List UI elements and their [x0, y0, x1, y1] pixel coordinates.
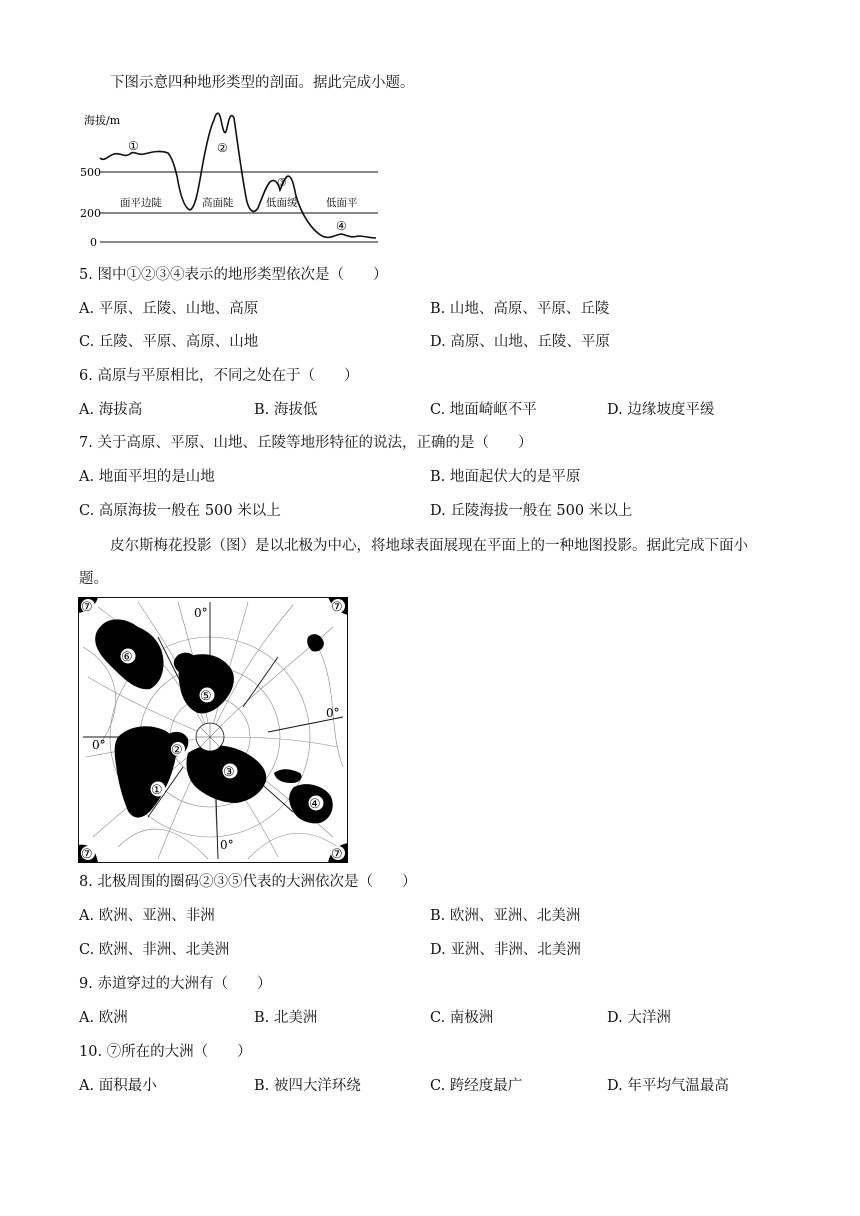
profile-zone-3: 低面缓 [266, 197, 298, 209]
q7-option-c[interactable]: C. 高原海拔一般在 500 米以上 [79, 503, 281, 519]
q6-option-a[interactable]: A. 海拔高 [79, 402, 143, 418]
q9-stem: 9. 赤道穿过的大洲有（ ） [79, 976, 272, 992]
map-label-7-top-right: ⑦ [331, 600, 343, 615]
profile-tick-200: 200 [80, 207, 101, 220]
q10-option-b[interactable]: B. 被四大洋环绕 [254, 1078, 361, 1094]
profile-marker-1: ① [128, 139, 139, 153]
map-label-7-bottom-right: ⑦ [331, 847, 343, 862]
profile-tick-0: 0 [90, 236, 97, 249]
profile-marker-3: ③ [277, 176, 287, 189]
q8-option-c[interactable]: C. 欧洲、非洲、北美洲 [79, 942, 230, 958]
profile-curve [100, 113, 376, 238]
map-label-3: ③ [223, 765, 235, 780]
q8-stem: 8. 北极周围的圈码②③⑤代表的大洲依次是（ ） [79, 874, 417, 890]
q5-option-c[interactable]: C. 丘陵、平原、高原、山地 [79, 334, 259, 350]
q7-stem: 7. 关于高原、平原、山地、丘陵等地形特征的说法，正确的是（ ） [79, 435, 533, 451]
q9-option-c[interactable]: C. 南极洲 [430, 1010, 494, 1026]
profile-ylabel: 海拔/m [84, 114, 121, 127]
q6-option-c[interactable]: C. 地面崎岖不平 [430, 402, 537, 418]
q8-option-b[interactable]: B. 欧洲、亚洲、北美洲 [430, 908, 581, 924]
profile-zone-1: 面平边陡 [120, 197, 162, 209]
q5-option-b[interactable]: B. 山地、高原、平原、丘陵 [430, 301, 610, 317]
q7-option-a[interactable]: A. 地面平坦的是山地 [79, 469, 215, 485]
q7-option-d[interactable]: D. 丘陵海拔一般在 500 米以上 [430, 503, 633, 519]
intro-text-2-line-1: 皮尔斯梅花投影（图）是以北极为中心，将地球表面展现在平面上的一种地图投影。据此完成下面小 [110, 538, 748, 554]
map-zero-meridian-right: 0° [326, 706, 340, 720]
terrain-profile-figure [80, 106, 390, 251]
butterfly-projection-map [78, 597, 348, 863]
q8-option-d[interactable]: D. 亚洲、非洲、北美洲 [430, 942, 581, 958]
map-label-6: ⑥ [121, 650, 133, 665]
q5-option-a[interactable]: A. 平原、丘陵、山地、高原 [79, 301, 259, 317]
map-label-2: ② [171, 743, 183, 758]
q9-option-a[interactable]: A. 欧洲 [79, 1010, 128, 1026]
q6-option-d[interactable]: D. 边缘坡度平缓 [607, 402, 715, 418]
profile-marker-4: ④ [336, 219, 347, 233]
profile-tick-500: 500 [80, 166, 101, 179]
profile-marker-2: ② [217, 141, 228, 155]
map-label-5: ⑤ [200, 689, 212, 704]
q9-option-b[interactable]: B. 北美洲 [254, 1010, 318, 1026]
map-zero-meridian-bottom: 0° [220, 838, 234, 852]
map-label-4: ④ [309, 797, 321, 812]
q5-stem: 5. 图中①②③④表示的地形类型依次是（ ） [79, 267, 388, 283]
map-label-7-bottom-left: ⑦ [81, 847, 93, 862]
intro-text-1: 下图示意四种地形类型的剖面。据此完成小题。 [110, 75, 415, 91]
map-label-7-top-left: ⑦ [81, 600, 93, 615]
intro-text-2-line-2: 题。 [79, 571, 108, 587]
map-zero-meridian-top: 0° [194, 606, 208, 620]
q10-option-a[interactable]: A. 面积最小 [79, 1078, 157, 1094]
q10-option-d[interactable]: D. 年平均气温最高 [607, 1078, 729, 1094]
q6-stem: 6. 高原与平原相比，不同之处在于（ ） [79, 368, 359, 384]
q9-option-d[interactable]: D. 大洋洲 [607, 1010, 671, 1026]
map-label-1: ① [151, 783, 163, 798]
profile-zone-2: 高面陡 [202, 197, 234, 209]
q7-option-b[interactable]: B. 地面起伏大的是平原 [430, 469, 581, 485]
map-zero-meridian-left: 0° [92, 738, 106, 752]
q8-option-a[interactable]: A. 欧洲、亚洲、非洲 [79, 908, 215, 924]
q5-option-d[interactable]: D. 高原、山地、丘陵、平原 [430, 334, 610, 350]
q10-stem: 10. ⑦所在的大洲（ ） [79, 1044, 252, 1060]
q10-option-c[interactable]: C. 跨经度最广 [430, 1078, 523, 1094]
profile-zone-4: 低面平 [326, 197, 358, 209]
q6-option-b[interactable]: B. 海拔低 [254, 402, 318, 418]
